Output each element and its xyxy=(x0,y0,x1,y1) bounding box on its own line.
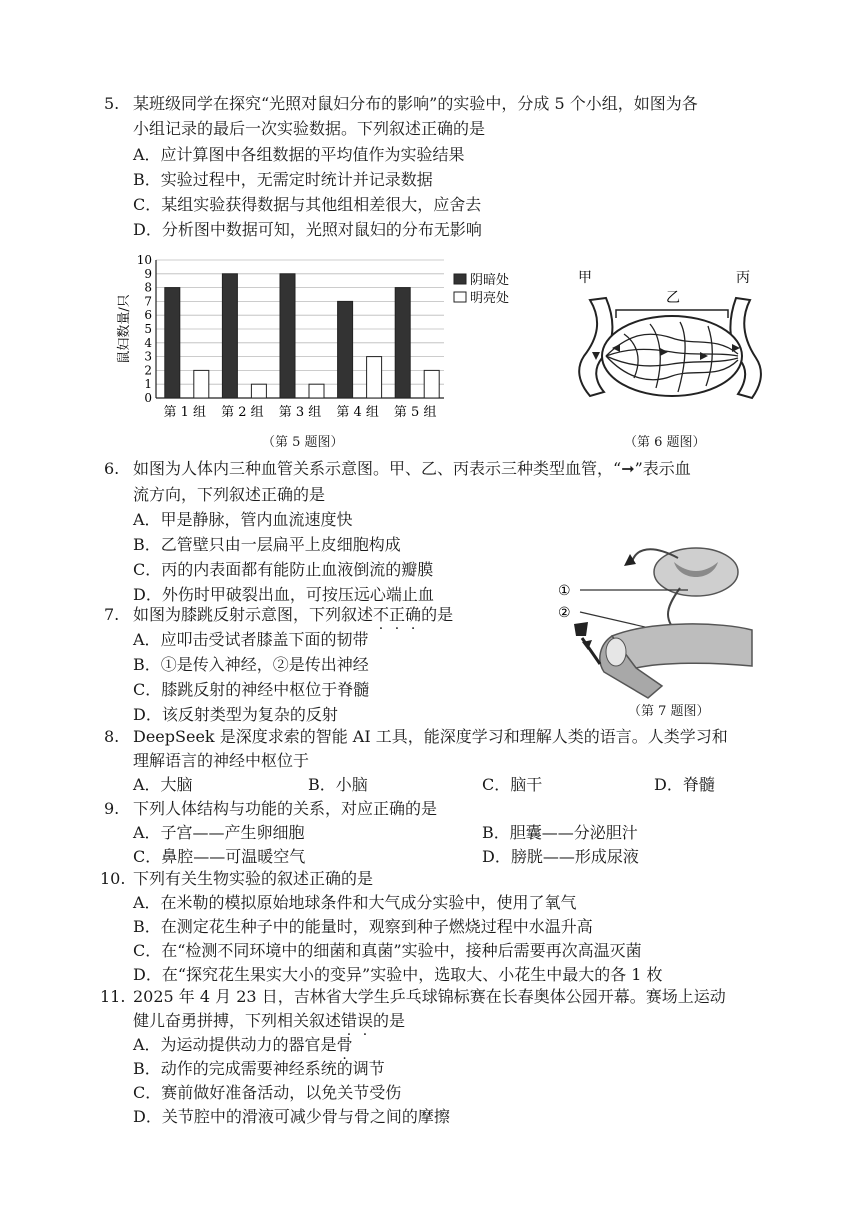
y-tick-label: 2 xyxy=(144,363,152,378)
q11-stem-post: 的是 xyxy=(373,1011,406,1030)
q7-option-c: C．膝跳反射的神经中枢位于脊髓 xyxy=(133,680,370,699)
knee-reflex-diagram xyxy=(552,540,772,700)
q9-option-c: C．鼻腔——可温暖空气 xyxy=(133,847,306,866)
bar-dark xyxy=(338,301,353,398)
y-tick-label: 4 xyxy=(144,335,152,350)
q7-stem-pre: 如图为膝跳反射示意图，下列叙述 xyxy=(133,605,374,624)
y-tick-label: 10 xyxy=(136,253,152,267)
bar-light xyxy=(194,370,209,398)
fig7-caption: （第 7 题图） xyxy=(628,704,710,719)
y-tick-label: 8 xyxy=(144,280,152,295)
blood-vessel-diagram xyxy=(568,264,778,414)
bar-dark xyxy=(165,288,180,398)
capillary-network xyxy=(602,316,742,396)
q8-number: 8. xyxy=(104,727,120,746)
q6-stem-line1 xyxy=(133,458,691,480)
y-tick-label: 3 xyxy=(144,349,152,364)
label-bing: 丙 xyxy=(736,270,750,286)
q6-option-a: A．甲是静脉，管内血流速度快 xyxy=(133,510,353,529)
q6-option-c: C．丙的内表面都有能防止血液倒流的瓣膜 xyxy=(133,560,434,579)
fig5-caption: （第 5 题图） xyxy=(262,435,344,450)
q8-stem-line1: DeepSeek 是深度求索的智能 AI 工具，能深度学习和理解人类的语言。人类学习和 xyxy=(133,727,728,746)
q5-number: 5. xyxy=(104,94,120,113)
q11-option-a-text: A．为运动提供动力的器官是 xyxy=(133,1035,337,1054)
q7-stem-post: 的是 xyxy=(421,605,454,624)
q5-option-c: C．某组实验获得数据与其他组相差很大，应舍去 xyxy=(133,195,482,214)
q11-emphasis-2: 误 xyxy=(357,1011,374,1030)
q11-option-a-emphasis: 骨 xyxy=(336,1035,353,1054)
q8-stem-line2: 理解语言的神经中枢位于 xyxy=(133,751,310,770)
bar-chart-q5 xyxy=(112,252,532,424)
legend-swatch xyxy=(454,274,466,284)
q7-emphasis-2: 正 xyxy=(389,605,406,624)
q7-option-b: B．①是传入神经，②是传出神经 xyxy=(133,655,369,674)
y-tick-label: 1 xyxy=(144,377,152,392)
q5-option-d: D．分析图中数据可知，光照对鼠妇的分布无影响 xyxy=(133,220,482,239)
q7-number: 7. xyxy=(104,605,120,624)
x-tick-label: 第 4 组 xyxy=(336,405,379,420)
q7-emphasis-3: 确 xyxy=(405,605,422,624)
bar-light xyxy=(251,384,266,398)
arrow-icon: ➞ xyxy=(621,459,635,478)
q11-option-c: C．赛前做好准备活动，以免关节受伤 xyxy=(133,1083,402,1102)
q9-option-a: A．子宫——产生卵细胞 xyxy=(133,823,305,842)
x-tick-label: 第 3 组 xyxy=(278,405,322,420)
q9-option-d: D．膀胱——形成尿液 xyxy=(482,847,639,866)
q10-option-b: B．在测定花生种子中的能量时，观察到种子燃烧过程中水温升高 xyxy=(133,917,593,936)
q11-stem-line1: 2025 年 4 月 23 日，吉林省大学生乒乓球锦标赛在长春奥体公园开幕。赛场上运动 xyxy=(133,987,726,1006)
q11-number: 11. xyxy=(100,987,126,1006)
q11-emphasis-1: 错 xyxy=(341,1011,358,1030)
y-tick-label: 5 xyxy=(144,322,152,336)
q9-option-b: B．胆囊——分泌胆汁 xyxy=(482,823,638,842)
q11-option-b: B．动作的完成需要神经系统的调节 xyxy=(133,1059,385,1078)
q8-option-a: A．大脑 xyxy=(133,775,193,794)
y-tick-label: 6 xyxy=(144,308,152,323)
legend-swatch xyxy=(454,292,466,302)
q11-stem-pre: 健儿奋勇拼搏，下列相关叙述 xyxy=(133,1011,342,1030)
q10-option-d: D．在“探究花生果实大小的变异”实验中，选取大、小花生中最大的各 1 枚 xyxy=(133,965,663,984)
q10-option-c: C．在“检测不同环境中的细菌和真菌”实验中，接种后需要再次高温灭菌 xyxy=(133,941,642,960)
bar-dark xyxy=(395,288,410,398)
q6-number: 6. xyxy=(104,459,120,478)
legend-label: 阴暗处 xyxy=(470,273,510,288)
q5-stem-line1: 某班级同学在探究“光照对鼠妇分布的影响”的实验中，分成 5 个小组，如图为各 xyxy=(133,94,698,113)
label-jia: 甲 xyxy=(578,270,592,286)
q8-option-c: C．脑干 xyxy=(482,775,543,794)
q7-stem xyxy=(133,604,453,626)
legend-label: 明亮处 xyxy=(470,291,510,306)
q11-option-a xyxy=(133,1034,353,1056)
q9-stem: 下列人体结构与功能的关系，对应正确的是 xyxy=(133,799,438,818)
q9-number: 9. xyxy=(104,799,120,818)
q8-option-b: B．小脑 xyxy=(308,775,368,794)
q5-stem-line2: 小组记录的最后一次实验数据。下列叙述正确的是 xyxy=(133,119,486,138)
q5-option-a: A．应计算图中各组数据的平均值作为实验结果 xyxy=(133,145,465,164)
bar-light xyxy=(424,370,439,398)
x-tick-label: 第 1 组 xyxy=(163,405,207,420)
q6-option-b: B．乙管壁只由一层扁平上皮细胞构成 xyxy=(133,535,401,554)
marker-1: ① xyxy=(558,583,571,599)
y-axis-label: 鼠妇数量/只 xyxy=(117,294,132,364)
q10-number: 10. xyxy=(100,869,126,888)
q5-option-b: B．实验过程中，无需定时统计并记录数据 xyxy=(133,170,433,189)
label-yi: 乙 xyxy=(666,290,680,306)
x-tick-label: 第 5 组 xyxy=(393,405,437,420)
q6-stem-part1: 如图为人体内三种血管关系示意图。甲、乙、丙表示三种类型血管，“ xyxy=(133,459,622,478)
y-tick-label: 0 xyxy=(144,391,152,405)
q6-stem-line2: 流方向，下列叙述正确的是 xyxy=(133,485,326,504)
thigh xyxy=(612,624,752,668)
q7-option-a: A．应叩击受试者膝盖下面的韧带 xyxy=(133,630,369,649)
hammer-head xyxy=(574,622,588,636)
q10-stem: 下列有关生物实验的叙述正确的是 xyxy=(133,869,374,888)
q7-option-d: D．该反射类型为复杂的反射 xyxy=(133,705,338,724)
fig6-caption: （第 6 题图） xyxy=(624,435,706,450)
kneecap xyxy=(606,638,626,666)
bar-light xyxy=(367,357,382,398)
q6-stem-part2: ”表示血 xyxy=(634,459,691,478)
bar-dark xyxy=(280,274,295,398)
x-tick-label: 第 2 组 xyxy=(221,405,264,420)
q11-option-d: D．关节腔中的滑液可减少骨与骨之间的摩擦 xyxy=(133,1107,450,1126)
y-tick-label: 7 xyxy=(144,294,152,309)
q11-stem-line2 xyxy=(133,1010,405,1032)
q10-option-a: A．在米勒的模拟原始地球条件和大气成分实验中，使用了氧气 xyxy=(133,893,577,912)
q7-emphasis-1: 不 xyxy=(373,605,390,624)
bar-dark xyxy=(222,274,237,398)
bar-light xyxy=(309,384,324,398)
q8-option-d: D．脊髓 xyxy=(654,775,715,794)
marker-2: ② xyxy=(558,605,571,621)
q6-option-d: D．外伤时甲破裂出血，可按压远心端止血 xyxy=(133,585,434,604)
y-tick-label: 9 xyxy=(144,266,152,281)
